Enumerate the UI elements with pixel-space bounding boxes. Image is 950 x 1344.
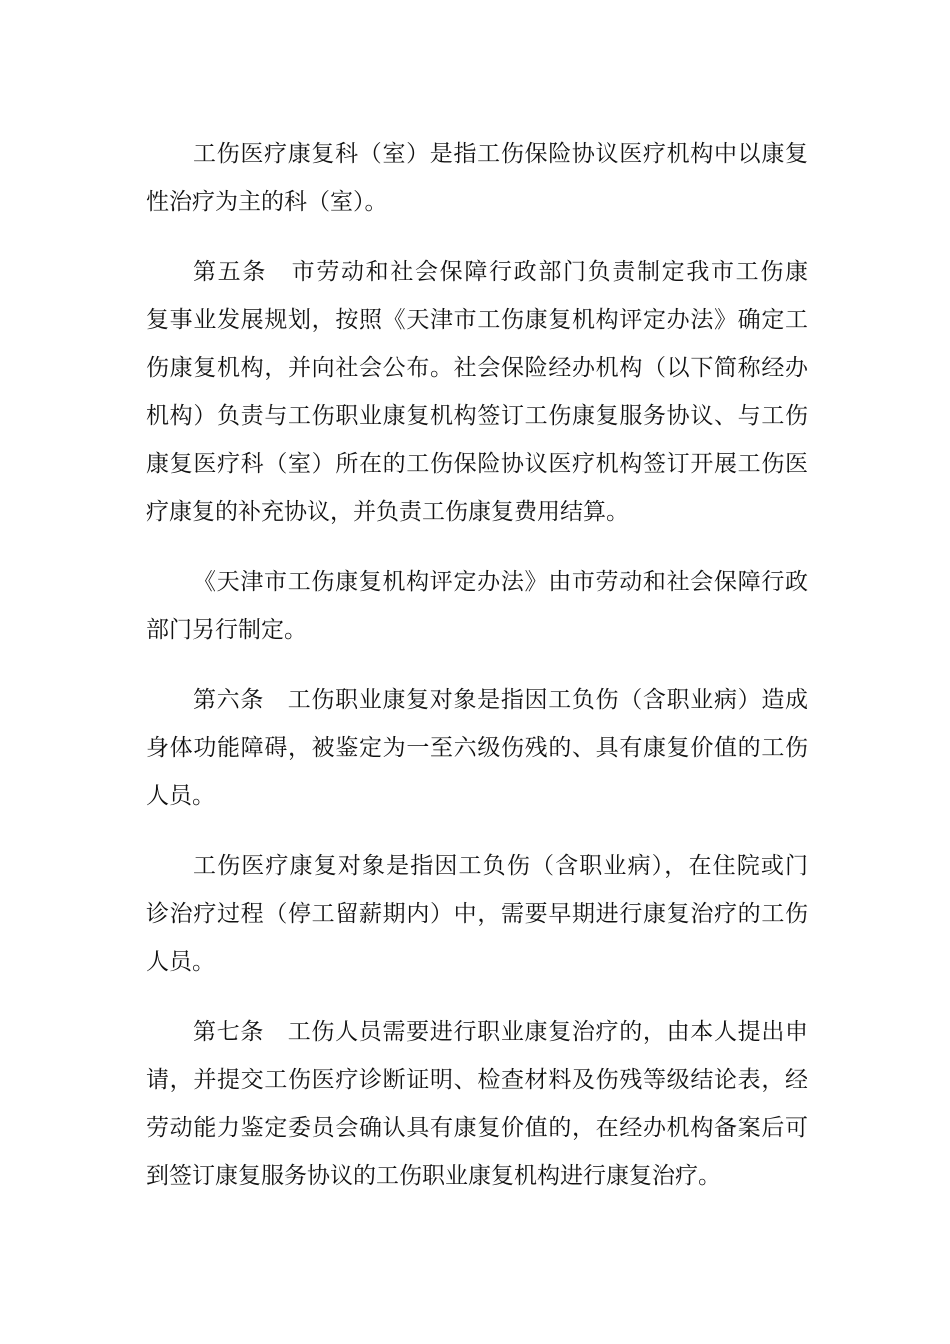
text-line: 请，并提交工伤医疗诊断证明、检查材料及伤残等级结论表，经 bbox=[146, 1067, 808, 1093]
paragraph-rehab-dept-definition bbox=[146, 130, 808, 226]
text-line: 第七条 工伤人员需要进行职业康复治疗的，由本人提出申 bbox=[193, 1019, 808, 1045]
paragraph-article-7 bbox=[146, 1008, 808, 1200]
text-line: 人员。 bbox=[146, 949, 215, 975]
text-line: 康复医疗科（室）所在的工伤保险协议医疗机构签订开展工伤医 bbox=[146, 451, 808, 477]
text-line: 工伤医疗康复科（室）是指工伤保险协议医疗机构中以康复 bbox=[193, 141, 808, 167]
text-line: 劳动能力鉴定委员会确认具有康复价值的，在经办机构备案后可 bbox=[146, 1115, 808, 1141]
text-line: 性治疗为主的科（室）。 bbox=[146, 189, 388, 215]
text-line: 诊治疗过程（停工留薪期内）中，需要早期进行康复治疗的工伤 bbox=[146, 901, 808, 927]
text-line: 机构）负责与工伤职业康复机构签订工伤康复服务协议、与工伤 bbox=[146, 403, 808, 429]
text-line: 部门另行制定。 bbox=[146, 617, 307, 643]
text-line: 第六条 工伤职业康复对象是指因工负伤（含职业病）造成 bbox=[193, 687, 808, 713]
text-line: 《天津市工伤康复机构评定办法》由市劳动和社会保障行政 bbox=[193, 569, 808, 595]
paragraph-medical-rehab-target bbox=[146, 842, 808, 986]
text-line: 复事业发展规划，按照《天津市工伤康复机构评定办法》确定工 bbox=[146, 307, 808, 333]
text-line: 身体功能障碍，被鉴定为一至六级伤残的、具有康复价值的工伤 bbox=[146, 735, 808, 761]
text-line: 伤康复机构，并向社会公布。社会保险经办机构（以下简称经办 bbox=[146, 355, 808, 381]
paragraph-article-5 bbox=[146, 248, 808, 536]
text-line: 第五条 市劳动和社会保障行政部门负责制定我市工伤康 bbox=[193, 259, 808, 285]
paragraph-article-6 bbox=[146, 676, 808, 820]
text-line: 工伤医疗康复对象是指因工负伤（含职业病），在住院或门 bbox=[193, 853, 808, 879]
paragraph-evaluation-method bbox=[146, 558, 808, 654]
text-line: 人员。 bbox=[146, 783, 215, 809]
text-line: 疗康复的补充协议，并负责工伤康复费用结算。 bbox=[146, 499, 629, 525]
text-line: 到签订康复服务协议的工伤职业康复机构进行康复治疗。 bbox=[146, 1163, 721, 1189]
